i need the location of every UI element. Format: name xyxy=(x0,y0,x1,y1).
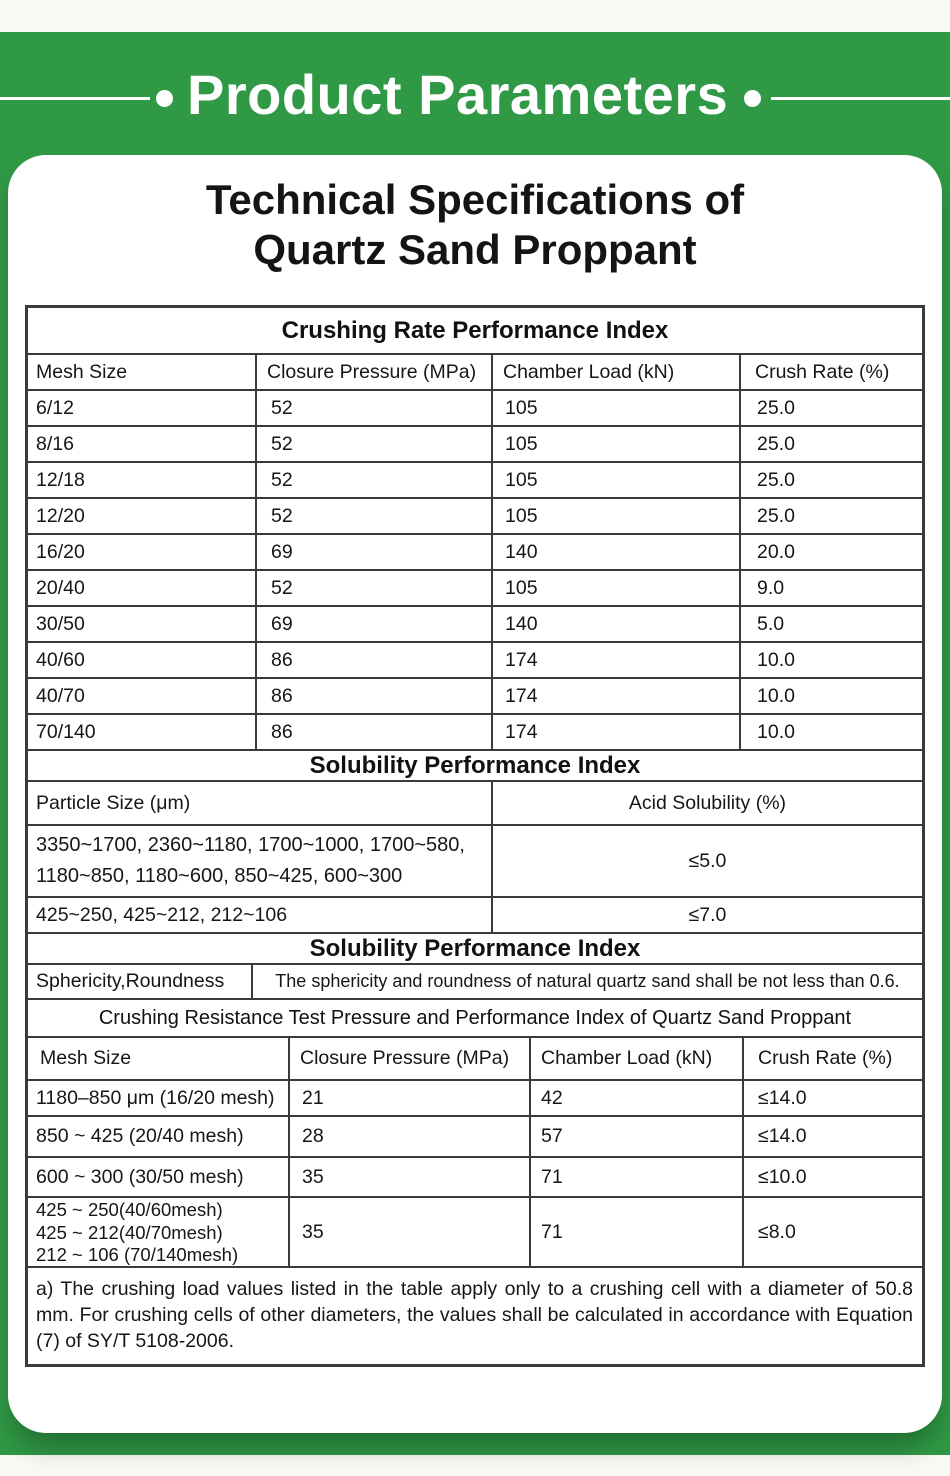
table-cell: 71 xyxy=(529,1198,742,1266)
particle-size-list xyxy=(36,830,465,892)
table-cell: 35 xyxy=(288,1198,529,1266)
table-cell: ≤5.0 xyxy=(491,826,922,896)
spec-table xyxy=(25,305,925,1367)
card-title xyxy=(8,175,942,274)
table-cell: 850 ~ 425 (20/40 mesh) xyxy=(36,1125,244,1147)
banner-dot-left-icon xyxy=(156,90,173,107)
table-row xyxy=(28,605,922,641)
solubility-header-row xyxy=(28,780,922,824)
table-cell: 69 xyxy=(255,607,491,641)
table-cell: 9.0 xyxy=(739,571,922,605)
table-row xyxy=(28,677,922,713)
table-cell xyxy=(28,1198,288,1266)
section-banner xyxy=(0,64,950,132)
table-row xyxy=(28,425,922,461)
table-cell: 40/70 xyxy=(36,684,85,707)
table-cell: 35 xyxy=(288,1158,529,1196)
column-header-closure-pressure: Closure Pressure (MPa) xyxy=(288,1038,529,1079)
table-cell: 12/18 xyxy=(36,468,85,491)
spec-card xyxy=(8,155,942,1433)
table-row xyxy=(28,824,922,896)
table-cell: 52 xyxy=(255,427,491,461)
table-cell: 52 xyxy=(255,571,491,605)
resistance-table-title: Crushing Resistance Test Pressure and Performance Index of Quartz Sand Proppant xyxy=(28,998,922,1036)
particle-size-line1: 3350~1700, 2360~1180, 1700~1000, 1700~580, xyxy=(36,834,465,856)
particle-size-line2: 1180~850, 1180~600, 850~425, 600~300 xyxy=(36,865,403,887)
table-cell: ≤8.0 xyxy=(742,1198,922,1266)
column-header-chamber-load: Chamber Load (kN) xyxy=(529,1038,742,1079)
table-cell: ≤14.0 xyxy=(742,1117,922,1156)
table-cell: 25.0 xyxy=(739,391,922,425)
footnote: a) The crushing load values listed in the table apply only to a crushing cell with a diameter of 50.8 mm. For crushing cells of other diameters, the values shall be calculated in accordance with Equation (7) of SY/T 5108-2006. xyxy=(28,1266,922,1364)
section-title: Product Parameters xyxy=(187,63,729,126)
table-cell: 86 xyxy=(255,643,491,677)
table-cell: 12/20 xyxy=(36,504,85,527)
table-cell: 105 xyxy=(491,463,739,497)
column-header-particle-size: Particle Size (μm) xyxy=(36,791,191,814)
table-row xyxy=(28,963,922,998)
solubility-table-title: Solubility Performance Index xyxy=(28,749,922,780)
table-cell: 20/40 xyxy=(36,576,85,599)
sphericity-label: Sphericity,Roundness xyxy=(36,970,225,992)
table-cell: 20.0 xyxy=(739,535,922,569)
crushing-table-header-row xyxy=(28,353,922,389)
table-cell: 5.0 xyxy=(739,607,922,641)
table-cell: ≤14.0 xyxy=(742,1081,922,1115)
table-row xyxy=(28,497,922,533)
table-cell: 40/60 xyxy=(36,648,85,671)
table-cell: ≤7.0 xyxy=(491,898,922,932)
sphericity-description: The sphericity and roundness of natural quartz sand shall be not less than 0.6. xyxy=(251,965,922,998)
table-cell: 28 xyxy=(288,1117,529,1156)
table-cell: 86 xyxy=(255,679,491,713)
table-cell: 105 xyxy=(491,427,739,461)
column-header-crush-rate: Crush Rate (%) xyxy=(742,1038,922,1079)
column-header-closure-pressure: Closure Pressure (MPa) xyxy=(255,355,491,389)
table-row xyxy=(28,533,922,569)
sphericity-table-title: Solubility Performance Index xyxy=(28,932,922,963)
table-cell: 52 xyxy=(255,499,491,533)
card-title-line2: Quartz Sand Proppant xyxy=(253,225,697,273)
top-strip xyxy=(0,0,950,32)
table-cell: 16/20 xyxy=(36,540,85,563)
table-cell: 25.0 xyxy=(739,463,922,497)
table-row xyxy=(28,713,922,749)
table-row xyxy=(28,1115,922,1156)
table-cell: ≤10.0 xyxy=(742,1158,922,1196)
table-cell: 10.0 xyxy=(739,643,922,677)
column-header-crush-rate: Crush Rate (%) xyxy=(739,355,922,389)
table-row xyxy=(28,896,922,932)
table-cell: 174 xyxy=(491,679,739,713)
table-row xyxy=(28,461,922,497)
mesh-size-line3: 212 ~ 106 (70/140mesh) xyxy=(36,1244,239,1266)
table-cell xyxy=(28,826,491,896)
table-cell: 174 xyxy=(491,715,739,749)
banner-dot-right-icon xyxy=(744,90,761,107)
crushing-table-title: Crushing Rate Performance Index xyxy=(281,316,669,344)
table-cell: 25.0 xyxy=(739,427,922,461)
table-cell: 140 xyxy=(491,535,739,569)
table-cell: 69 xyxy=(255,535,491,569)
table-cell: 140 xyxy=(491,607,739,641)
table-cell: 70/140 xyxy=(36,720,96,743)
table-cell: 42 xyxy=(529,1081,742,1115)
mesh-size-line2: 425 ~ 212(40/70mesh) xyxy=(36,1221,223,1243)
table-cell: 71 xyxy=(529,1158,742,1196)
banner-line-right xyxy=(771,97,950,100)
table-cell: 8/16 xyxy=(36,432,74,455)
table-cell: 174 xyxy=(491,643,739,677)
table-cell: 57 xyxy=(529,1117,742,1156)
table-cell: 105 xyxy=(491,571,739,605)
table-cell: 425~250, 425~212, 212~106 xyxy=(36,903,288,926)
card-title-line1: Technical Specifications of xyxy=(205,176,745,223)
table-cell: 6/12 xyxy=(36,396,74,419)
table-cell: 105 xyxy=(491,499,739,533)
table-cell: 30/50 xyxy=(36,612,85,635)
mesh-size-list xyxy=(36,1198,238,1266)
table-cell: 600 ~ 300 (30/50 mesh) xyxy=(36,1165,244,1188)
table-cell: 1180–850 μm (16/20 mesh) xyxy=(36,1086,275,1109)
table-row xyxy=(28,1156,922,1196)
banner-line-left xyxy=(0,97,150,100)
table-row xyxy=(28,569,922,605)
table-cell: 10.0 xyxy=(739,679,922,713)
table-row xyxy=(28,1079,922,1115)
table-row xyxy=(28,389,922,425)
table-cell: 52 xyxy=(255,391,491,425)
table-cell: 86 xyxy=(255,715,491,749)
table-row xyxy=(28,1196,922,1266)
column-header-mesh-size: Mesh Size xyxy=(40,1047,132,1069)
table-cell: 21 xyxy=(288,1081,529,1115)
table-cell: 105 xyxy=(491,391,739,425)
table-cell: 10.0 xyxy=(739,715,922,749)
mesh-size-line1: 425 ~ 250(40/60mesh) xyxy=(36,1199,223,1221)
table-cell: 25.0 xyxy=(739,499,922,533)
table-cell: 52 xyxy=(255,463,491,497)
table-row xyxy=(28,641,922,677)
column-header-mesh-size: Mesh Size xyxy=(36,360,128,383)
column-header-chamber-load: Chamber Load (kN) xyxy=(491,355,739,389)
bottom-strip xyxy=(0,1455,950,1476)
resistance-header-row xyxy=(28,1036,922,1079)
column-header-acid-solubility: Acid Solubility (%) xyxy=(491,782,922,824)
